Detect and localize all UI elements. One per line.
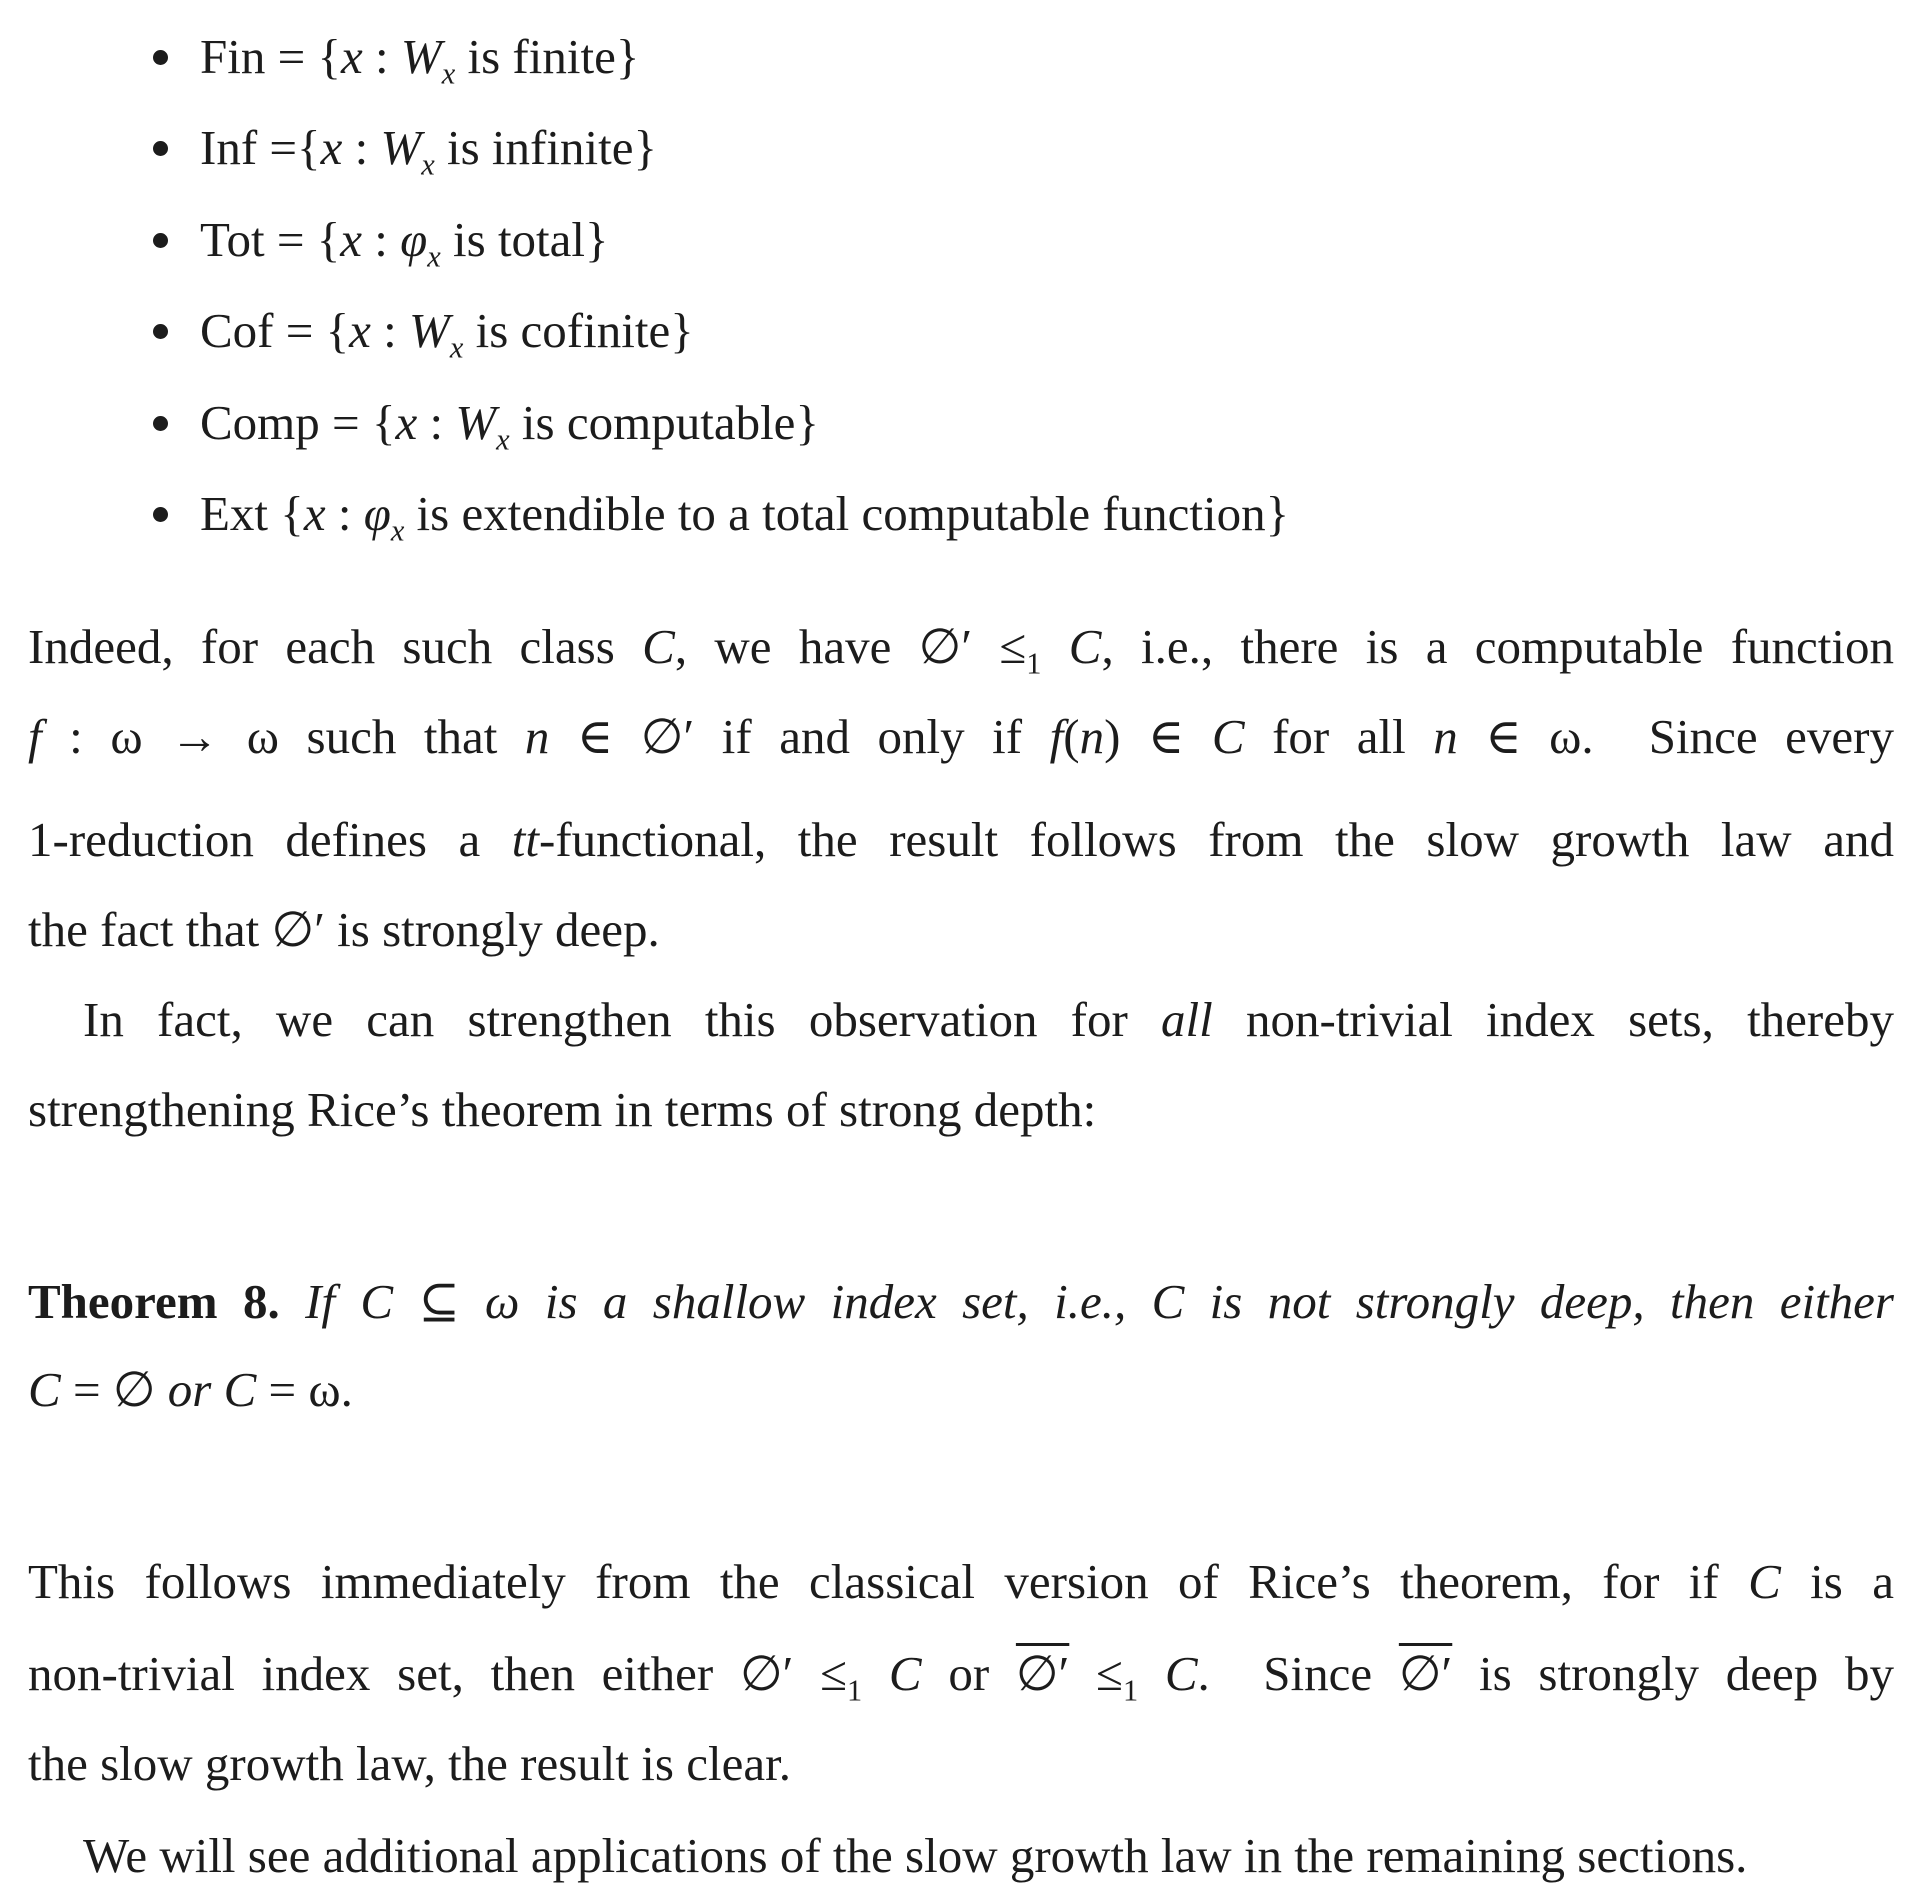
- list-item-comp: Comp = {x : $W_x$ is computable}: [150, 386, 1289, 477]
- para1-line2: f : ω → ω such that n ∈ ∅′ if and only if f(n) ∈ C for all n ∈ ω. Since every: [28, 709, 1894, 764]
- list-item-tot: Tot = {x : $\varphi_x$ is total}: [150, 203, 1289, 294]
- list-item-cof: Cof = {x : $W_x$ is cofinite}: [150, 294, 1289, 385]
- theorem-line1: Theorem 8. If C ⊆ ω is a shallow index set, i.e., C is not strongly deep, then either: [28, 1274, 1894, 1329]
- para1-line3: 1-reduction defines a tt-functional, the result follows from the slow growth law and: [28, 812, 1894, 867]
- bullet-icon: [153, 233, 168, 248]
- list-item-fin: Fin = {x : $W_x$ is finite}: [150, 20, 1289, 111]
- index-set-list: [150, 20, 1289, 568]
- bullet-icon: [153, 324, 168, 339]
- bullet-icon: [153, 416, 168, 431]
- list-item-inf: Inf ={x : $W_x$ is infinite}: [150, 111, 1289, 202]
- bullet-icon: [153, 507, 168, 522]
- para1-line4: the fact that ∅′ is strongly deep.: [28, 902, 660, 957]
- bullet-icon: [153, 50, 168, 65]
- theorem-line2: C = ∅ or C = ω.: [28, 1362, 353, 1417]
- para2-line2: strengthening Rice’s theorem in terms of strong depth:: [28, 1082, 1097, 1137]
- list-item-ext: Ext {x : $\varphi_x$ is extendible to a total computable function}: [150, 477, 1289, 568]
- para3-line1: This follows immediately from the classical version of Rice’s theorem, for if C is a: [28, 1554, 1894, 1609]
- para3-line2: non-trivial index set, then either ∅′ $\le_1$ C or ∅′ $\le_1$ C. Since ∅′ is strongly deep by: [28, 1646, 1894, 1708]
- para2-line1: In fact, we can strengthen this observation for all non-trivial index sets, thereby: [83, 992, 1894, 1047]
- para4-line1: We will see additional applications of the slow growth law in the remaining sections.: [83, 1828, 1748, 1883]
- para3-line3: the slow growth law, the result is clear.: [28, 1736, 791, 1791]
- bullet-icon: [153, 141, 168, 156]
- theorem-label: Theorem 8.: [28, 1274, 280, 1329]
- para1-line1: Indeed, for each such class C, we have ∅′ $\le_1$ C, i.e., there is a computable function: [28, 619, 1895, 681]
